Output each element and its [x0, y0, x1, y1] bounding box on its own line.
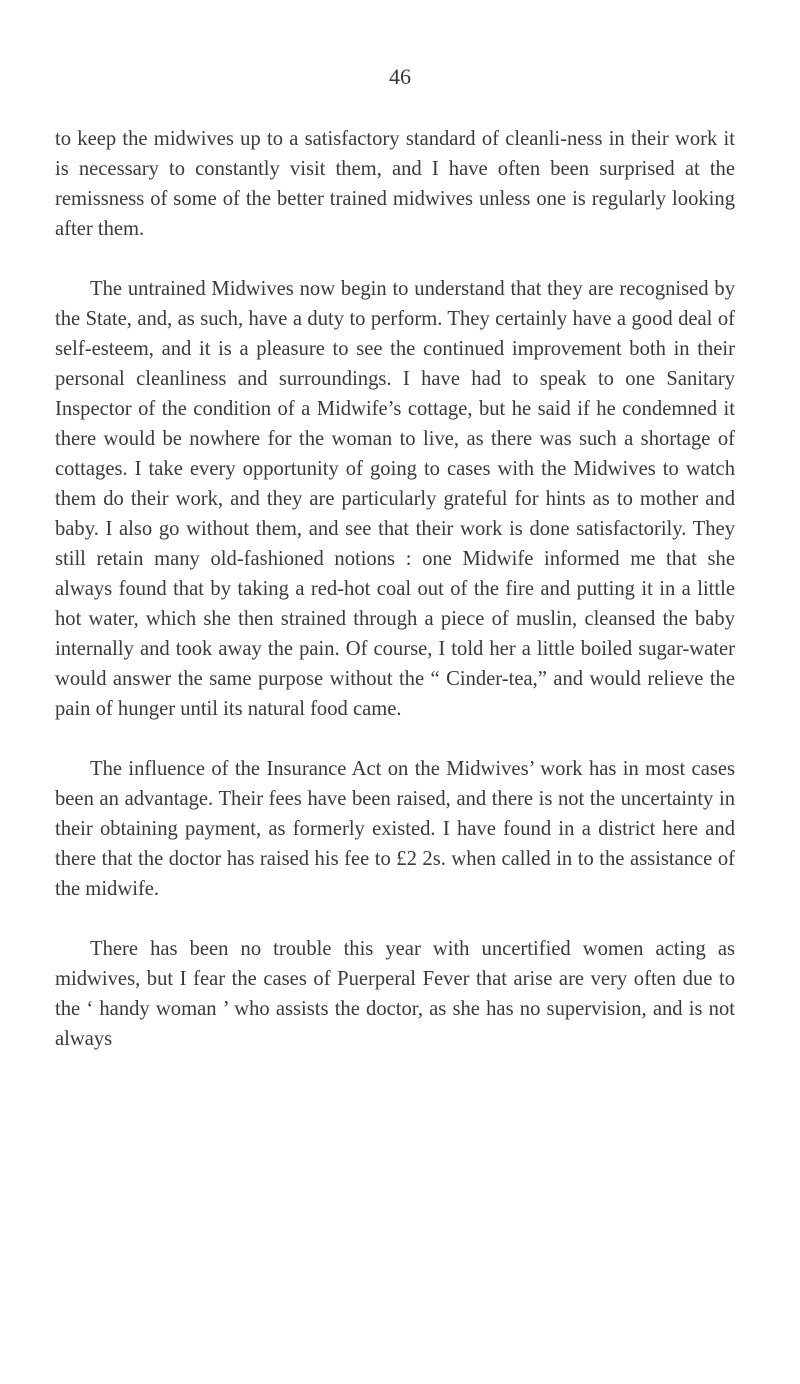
paragraph-insurance-act: The influence of the Insurance Act on the Midwives’ work has in most cases been an advantage. Their fees have been raised, and there is not the uncertainty in their obtaining payment, as formerly existed. I have found in a district here and there that the doctor has raised his fee to £2 2s. when called in to the assistance of the midwife.: [55, 758, 735, 900]
paragraph-continued: to keep the midwives up to a satisfactory standard of cleanli-ness in their work it is necessary to constantly visit them, and I have often been surprised at the remissness of some of the better trained midwives unless one is regularly looking after them.: [55, 128, 735, 240]
body-text: [55, 124, 735, 1084]
paragraph-untrained-midwives: The untrained Midwives now begin to understand that they are recognised by the State, and, as such, have a duty to perform. They certainly have a good deal of self-esteem, and it is a pleasure to see the continued improvement both in their personal cleanliness and surroundings. I have had to speak to one Sanitary Inspector of the condition of a Midwife’s cottage, but he said if he condemned it there would be nowhere for the woman to live, as there was such a shortage of cottages. I take every opportunity of going to cases with the Midwives to watch them do their work, and they are particularly grateful for hints as to mother and baby. I also go without them, and see that their work is done satisfactorily. They still retain many old-fashioned notions : one Midwife informed me that she always found that by taking a red-hot coal out of the fire and putting it in a little hot water, which she then strained through a piece of muslin, cleansed the baby internally and took away the pain. Of course, I told her a little boiled sugar-water would answer the same purpose without the “ Cinder-tea,” and would relieve the pain of hunger until its natural food came.: [55, 278, 735, 720]
paragraph-uncertified-women: There has been no trouble this year with uncertified women acting as midwives, but I fear the cases of Puerperal Fever that arise are very often due to the ‘ handy woman ’ who assists the doctor, as she has no supervision, and is not always: [55, 938, 735, 1050]
page-number: 46: [389, 64, 411, 89]
